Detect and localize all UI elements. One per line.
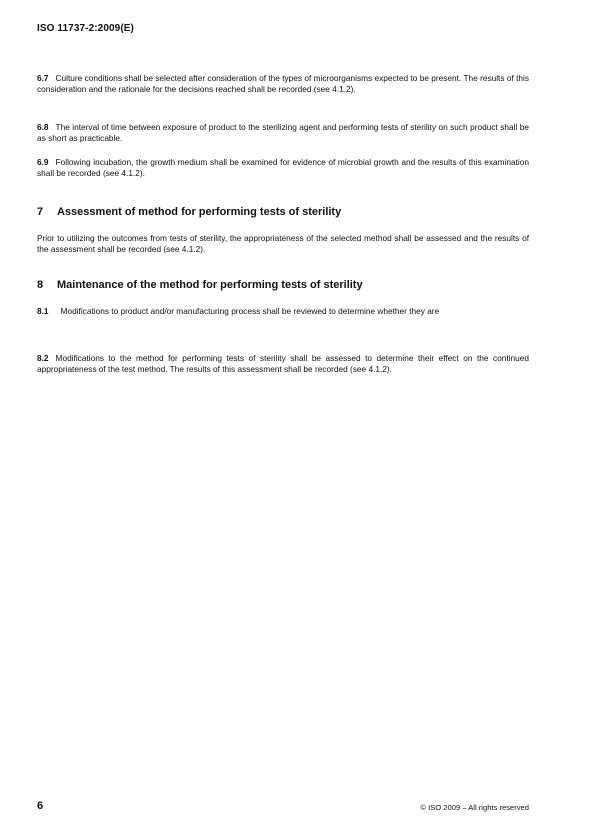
clause-number: 6.8	[37, 122, 49, 132]
section-number: 7	[37, 206, 44, 218]
section-7-body: Prior to utilizing the outcomes from tests of sterility, the appropriateness of the selected method shall be assessed and the results of the assessment shall be recorded (see 4.1.2).	[37, 233, 529, 255]
page-number: 6	[37, 800, 44, 812]
section-number: 8	[37, 279, 44, 291]
clause-text: Modifications to product and/or manufacturing process shall be reviewed to determine whether they are	[60, 306, 440, 316]
section-7-heading	[37, 206, 341, 218]
clause-6-9	[37, 157, 529, 179]
clause-8-2	[37, 353, 529, 375]
clause-number: 8.2	[37, 353, 49, 363]
section-title: Maintenance of the method for performing tests of sterility	[57, 279, 363, 291]
clause-text: Modifications to the method for performing tests of sterility shall be assessed to determine their effect on the continued appropriateness of the test method. The results of this assessment shall be recorded (see 4.1.2).	[37, 353, 529, 375]
clause-number: 6.7	[37, 73, 49, 83]
clause-number: 8.1	[37, 306, 49, 316]
clause-text: Following incubation, the growth medium shall be examined for evidence of microbial growth and the results of this examination shall be recorded (see 4.1.2).	[37, 157, 529, 179]
copyright-notice: © ISO 2009 – All rights reserved	[420, 803, 529, 812]
clause-6-8	[37, 122, 529, 144]
document-header: ISO 11737-2:2009(E)	[37, 23, 134, 34]
section-title: Assessment of method for performing tests of sterility	[57, 206, 342, 218]
clause-6-7	[37, 73, 529, 95]
section-8-heading	[37, 279, 363, 291]
clause-text: The interval of time between exposure of product to the sterilizing agent and performing tests of sterility on such product shall be as short as practicable.	[37, 122, 529, 144]
clause-text: Culture conditions shall be selected after consideration of the types of microorganisms expected to be present. The results of this consideration and the rationale for the decisions reached shall be recorded (see 4.1.2).	[37, 73, 529, 95]
clause-8-1	[37, 306, 529, 317]
clause-number: 6.9	[37, 157, 49, 167]
